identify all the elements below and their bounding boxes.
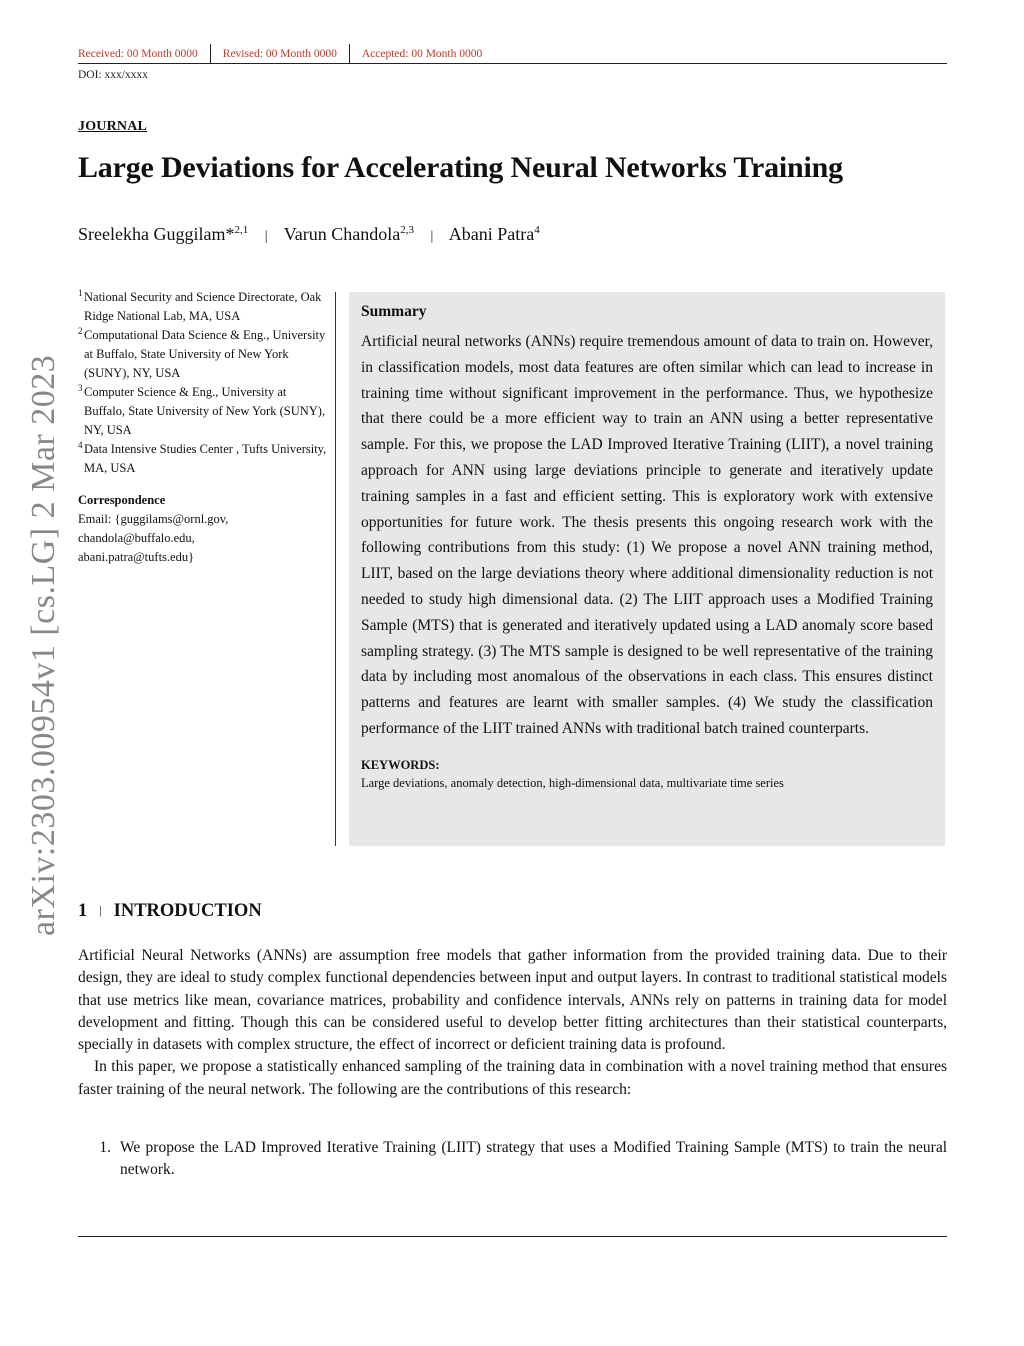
received-date: Received: 00 Month 0000 <box>78 48 198 60</box>
section-separator: | <box>99 903 102 917</box>
header-rule <box>78 63 947 64</box>
paragraph: Artificial Neural Networks (ANNs) are assumption free models that gather information from the provided training data. Due to their design, they are ideal to study complex functional dependencies between input and output layers. In contrast to traditional statistical models that use metrics like mean, covariance matrices, probability and confidence intervals, ANNs rely on patterns in training data for model development and fitting. Though this can be considered useful to develop better fitting architectures than their statistical counterparts, specially in datasets with complex structure, the effect of incorrect or deficient training data is profound. <box>78 947 947 1054</box>
author-name: Abani Patra <box>448 224 535 244</box>
date-separator <box>349 44 350 64</box>
accepted-date: Accepted: 00 Month 0000 <box>361 48 483 60</box>
paper-title: Large Deviations for Accelerating Neural Networks Training <box>78 151 843 184</box>
affiliation-item <box>78 288 328 326</box>
revised-date: Revised: 00 Month 0000 <box>222 48 337 60</box>
affiliation-number: 4 <box>78 440 83 450</box>
author-name: Varun Chandola <box>283 224 401 244</box>
section-heading <box>78 901 262 922</box>
introduction-body <box>78 945 947 1101</box>
list-item <box>78 1137 947 1182</box>
author-separator: | <box>264 229 268 244</box>
author-list <box>78 224 540 245</box>
affiliation-number: 3 <box>78 383 83 393</box>
doi: DOI: xxx/xxxx <box>78 69 148 81</box>
correspondence-email: abani.patra@tufts.edu} <box>78 550 195 564</box>
author-affil-sup: 2,1 <box>234 224 249 236</box>
author-separator: | <box>430 229 434 244</box>
summary-text: Artificial neural networks (ANNs) require tremendous amount of data to train on. However, in classification models, most data features are often similar which can lead to increase in training time without significant improvement in the performance. Thus, we hypothesize that there could be a more efficient way to train an ANN using a better representative sample. For this, we propose the LAD Improved Iterative Training (LIIT), a novel training approach for ANN using large deviations principle to generate and iteratively update training samples in a fast and efficient setting. This is exploratory work with extensive opportunities for future work. The thesis presents this ongoing research work with the following contributions from this study: (1) We propose a novel ANN training method, LIIT, based on the large deviations theory where additional dimensionality reduction is not needed to study high dimensional data. (2) The LIIT approach uses a Modified Training Sample (MTS) that is generated and iteratively updated using a LAD anomaly score based sampling strategy. (3) The MTS sample is designed to be well representative of the training data by including most anomalous of the observations in each class. This ensures distinct patterns and features are learnt with smaller samples. (4) We study the classification performance of the LIIT trained ANNs with traditional batch trained counterparts. <box>361 333 933 737</box>
affiliation-item <box>78 440 328 478</box>
paragraph: In this paper, we propose a statistically enhanced sampling of the training data in combination with a novel training method that ensures faster training of the neural network. The following are the contributions of this research: <box>78 1058 947 1098</box>
summary-divider <box>335 292 336 846</box>
section-title: INTRODUCTION <box>113 901 262 921</box>
date-separator <box>210 44 211 64</box>
affiliation-item <box>78 326 328 383</box>
affiliation-text: Computational Data Science & Eng., University at Buffalo, State University of New York (SUNY), NY, USA <box>84 328 326 380</box>
contribution-list <box>78 1137 947 1182</box>
list-text: We propose the LAD Improved Iterative Training (LIIT) strategy that uses a Modified Training Sample (MTS) to train the neural network. <box>120 1139 947 1179</box>
section-number: 1 <box>78 901 88 921</box>
affiliation-item <box>78 383 328 440</box>
author-affil-sup: 2,3 <box>400 224 414 236</box>
journal-label: JOURNAL <box>78 119 148 134</box>
affiliation-text: National Security and Science Directorate, Oak Ridge National Lab, MA, USA <box>84 290 322 323</box>
author-affil-sup: 4 <box>534 224 540 236</box>
correspondence-heading: Correspondence <box>78 493 166 507</box>
affiliation-number: 1 <box>78 288 83 298</box>
summary-heading: Summary <box>361 303 427 320</box>
correspondence-email: chandola@buffalo.edu, <box>78 531 195 545</box>
correspondence-email: Email: {guggilams@ornl.gov, <box>78 512 229 526</box>
list-number: 1. <box>99 1139 111 1156</box>
footer-rule <box>78 1236 947 1237</box>
submission-dates <box>78 44 482 64</box>
correspondence <box>78 491 328 567</box>
keywords-heading: KEYWORDS: <box>361 757 440 772</box>
affiliation-text: Data Intensive Studies Center , Tufts University, MA, USA <box>84 442 327 475</box>
arxiv-stamp: arXiv:2303.00954v1 [cs.LG] 2 Mar 2023 <box>25 354 62 936</box>
author-name: Sreelekha Guggilam* <box>78 224 235 244</box>
summary-box <box>349 292 945 846</box>
affiliation-number: 2 <box>78 326 83 336</box>
affiliations <box>78 288 328 478</box>
keywords-text: Large deviations, anomaly detection, high-dimensional data, multivariate time series <box>361 775 784 790</box>
affiliation-text: Computer Science & Eng., University at Buffalo, State University of New York (SUNY), NY, USA <box>84 385 326 437</box>
